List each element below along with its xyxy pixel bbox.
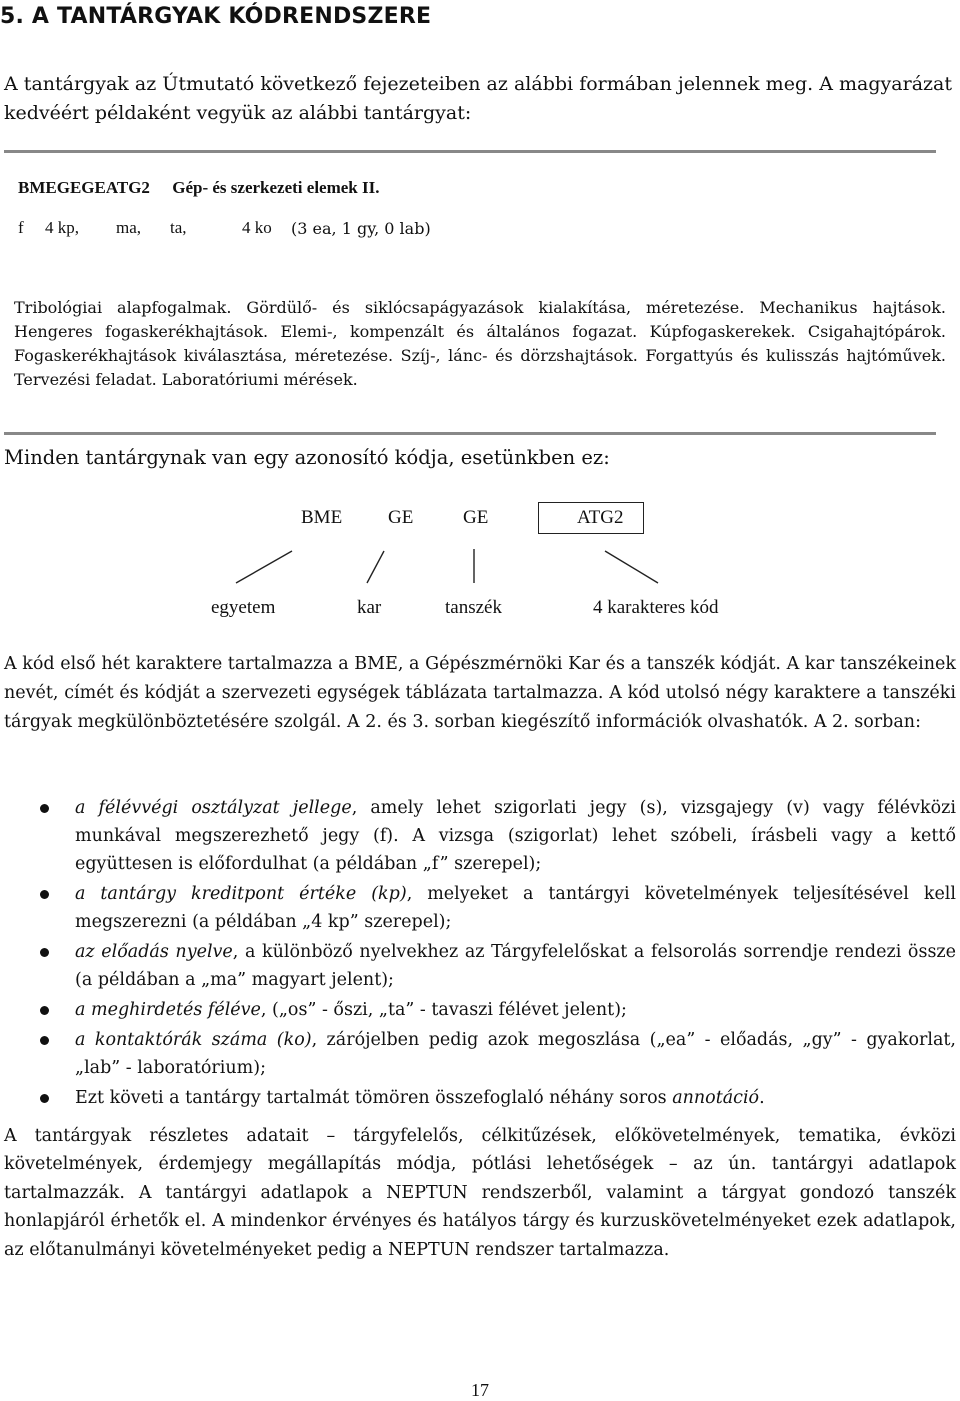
code-part-department: GE: [463, 507, 489, 528]
meta-credits: 4 kp,: [45, 218, 79, 237]
list-item: a félévvégi osztályzat jellege, amely lehet szigorlati jegy (s), vizsgajegy (v) vagy félévközi munkával megszerezhető jegy (f). A vizsga (szigorlat) lehet szóbeli, írásbeli vagy a kettő együttesen is előfordulhat (a példában „f” szerepel);: [0, 794, 960, 878]
meta-grade-type: f: [18, 218, 24, 237]
course-title: Gép- és szerkezeti elemek II.: [172, 178, 380, 197]
bullet-icon: [40, 1006, 49, 1015]
list-item: a kontaktórák száma (ko), zárójelben pedig azok megoszlása („ea” - előadás, „gy” - gyakorlat, „lab” - laboratórium);: [0, 1026, 960, 1082]
connector-university: [236, 551, 292, 583]
code-part-subject: ATG2: [577, 507, 624, 528]
bullet-icon: [40, 1036, 49, 1045]
label-subject-code: 4 karakteres kód: [593, 597, 719, 618]
meta-semester: ta,: [170, 218, 187, 237]
code-intro: Minden tantárgynak van egy azonosító kódja, esetünkben ez:: [4, 446, 610, 469]
meta-language: ma,: [116, 218, 142, 237]
list-item: az előadás nyelve, a különböző nyelvekhez az Tárgyfelelőskat a felsorolás sorrendje rendezi össze (a példában a „ma” magyart jelent);: [0, 938, 960, 994]
code-part-faculty: GE: [388, 507, 414, 528]
course-description: Tribológiai alapfogalmak. Gördülő- és siklócsapágyazások kialakítása, méretezése. Mechanikus hajtások. Hengeres fogaskerékhajtások. Elemi-, kompenzált és általános fogazat. Kúpfogaskerekek. Csigahajtópárok. Fogaskerékhajtások kiválasztása, méretezése. Szíj-, lánc- és dörzshajtások. Forgattyús és kulisszás hajtóművek. Tervezési feladat. Laboratóriumi mérések.: [14, 298, 946, 389]
bullet-icon: [40, 890, 49, 899]
datasheet-paragraph: A tantárgyak részletes adatait – tárgyfelelős, célkitűzések, előkövetelmények, tematika, évközi követelmények, érdemjegy megállapítás módja, pótlási lehetőségek – az ún. tantárgyi adatlapok tartalmazzák. A tantárgyi adatlapok a NEPTUN rendszerből, valamint a tárgyat gondozó tanszék honlapjáról érhetők el. A mindenkor érvényes és hatályos tárgy és kurzuskövetelményeket ezek adatlapok, az előtanulmányi követelményeket pedig a NEPTUN rendszer tartalmazza.: [4, 1126, 956, 1260]
meta-contact-hours: 4 ko: [242, 218, 272, 237]
bullet-icon: [40, 1094, 49, 1103]
code-part-university: BME: [301, 507, 343, 528]
bullet-icon: [40, 948, 49, 957]
code-explanation-paragraph: A kód első hét karaktere tartalmazza a BME, a Gépészmérnöki Kar és a tanszék kódját. A kar tanszékeinek nevét, címét és kódját a szervezeti egységek táblázata tartalmazza. A kód utolsó négy karaktere a tanszéki tárgyak megkülönböztetésére szolgál. A 2. és 3. sorban kiegészítő információk olvashatók. A 2. sorban:: [4, 654, 956, 732]
list-item: a tantárgy kreditpont értéke (kp), melyeket a tantárgyi követelmények teljesítésével kell megszerezni (a példában „4 kp” szerepel);: [0, 880, 960, 936]
info-bullet-list: [0, 794, 960, 1112]
intro-paragraph: A tantárgyak az Útmutató következő fejezeteiben az alábbi formában jelennek meg. A magyarázat kedvéért példaként vegyük az alábbi tantárgyat:: [4, 73, 952, 124]
bullet-icon: [40, 804, 49, 813]
connector-subject: [605, 551, 658, 583]
page-number: 17: [471, 1380, 489, 1400]
list-item: Ezt követi a tantárgy tartalmát tömören összefoglaló néhány soros annotáció.: [0, 1084, 960, 1112]
meta-hours-breakdown: (3 ea, 1 gy, 0 lab): [291, 219, 431, 238]
list-item: a meghirdetés féléve, („os” - őszi, „ta” - tavaszi félévet jelent);: [0, 996, 960, 1024]
label-department: tanszék: [445, 597, 502, 618]
course-code: BMEGEGEATG2: [18, 178, 150, 197]
label-university: egyetem: [211, 597, 276, 618]
connector-faculty: [367, 551, 384, 583]
label-faculty: kar: [357, 597, 382, 618]
page-title: 5. A TANTÁRGYAK KÓDRENDSZERE: [0, 4, 432, 29]
